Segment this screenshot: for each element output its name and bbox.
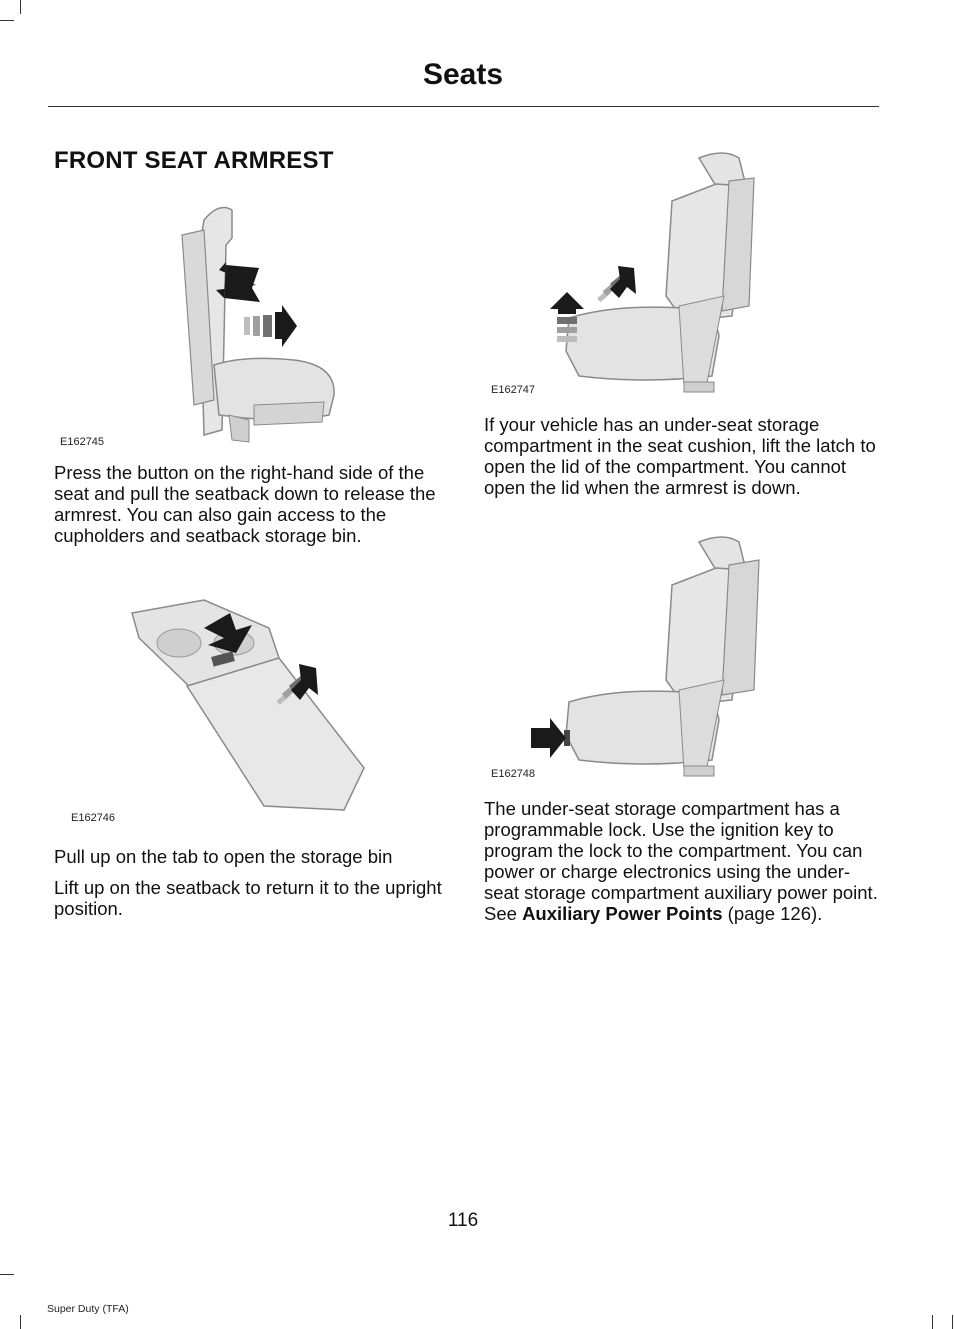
paragraph-programmable-lock xyxy=(484,798,879,924)
footer-text: Super Duty (TFA) xyxy=(47,1303,129,1315)
lock-location-arrow xyxy=(531,718,566,758)
page-number: 116 xyxy=(447,1210,479,1231)
paragraph-under-seat-storage: If your vehicle has an under-seat storage compartment in the seat cushion, lift the latch to open the lid of the compartment. You cannot open the lid when the armrest is down. xyxy=(484,414,876,498)
section-title: FRONT SEAT ARMREST xyxy=(54,147,334,174)
figure-id: E162746 xyxy=(71,812,116,824)
crop-mark-bottom-left-h xyxy=(0,1274,14,1275)
seat-illustration xyxy=(54,190,444,452)
crop-mark-bottom-right-v1 xyxy=(932,1315,933,1329)
lift-latch-arrow xyxy=(550,292,584,314)
crop-mark-top-left-v xyxy=(20,0,21,14)
paragraph-lift-seatback: Lift up on the seatback to return it to the upright position. xyxy=(54,877,442,919)
figure-id: E162745 xyxy=(60,436,105,448)
figure-under-seat-latch xyxy=(484,146,874,401)
header-divider xyxy=(48,106,879,107)
figure-armrest-storage-bin xyxy=(54,588,444,828)
figure-id: E162747 xyxy=(491,384,536,396)
figure-id: E162748 xyxy=(491,768,536,780)
figure-seat-armrest-release xyxy=(54,190,444,452)
page-header-title: Seats xyxy=(422,58,504,91)
page-reference: (page 126). xyxy=(722,903,823,924)
crop-mark-top-left-h xyxy=(0,20,14,21)
crop-mark-bottom-left-v xyxy=(20,1315,21,1329)
lock-text: The under-seat storage compartment has a programmable lock. Use the ignition key to program the lock to the compartment. You can power or charge electronics using the under-seat storage compartment auxiliary power point. See xyxy=(484,798,878,924)
pull-arrow xyxy=(275,305,297,347)
paragraph-pull-tab: Pull up on the tab to open the storage bin xyxy=(54,846,393,867)
crop-mark-bottom-right-v2 xyxy=(952,1315,953,1329)
seat-illustration xyxy=(484,146,874,401)
seat-illustration xyxy=(484,530,874,785)
figure-under-seat-lock xyxy=(484,530,874,785)
auxiliary-power-points-link[interactable]: Auxiliary Power Points xyxy=(522,903,723,924)
armrest-illustration xyxy=(54,588,444,828)
paragraph-armrest-release: Press the button on the right-hand side of the seat and pull the seatback down to release the armrest. You can also gain access to the cupholders and seatback storage bin. xyxy=(54,462,436,546)
